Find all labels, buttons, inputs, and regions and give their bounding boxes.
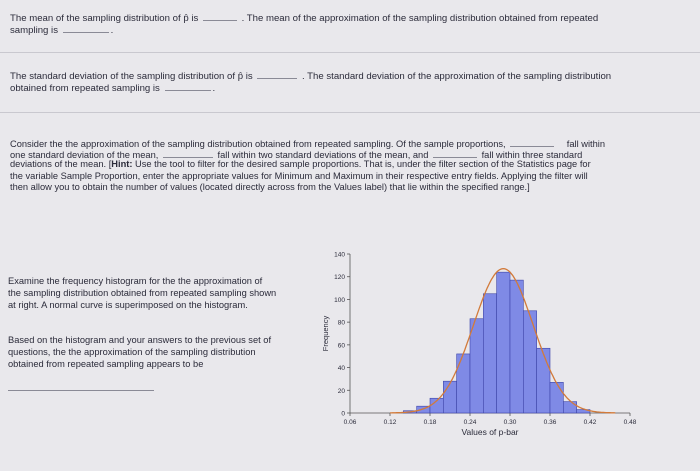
y-axis-label: Frequency: [321, 315, 330, 352]
question-3-line-5: then allow you to obtain the number of values (located directly across from the Values label) that lie within the specified range.]: [10, 182, 530, 192]
question-3-line-3: [10, 159, 591, 171]
q3-two-sd-answer-blank[interactable]: [163, 148, 213, 158]
q2-text-b: . The standard deviation of the approximation of the sampling distribution: [302, 71, 612, 82]
x-tick-label: 0.42: [583, 419, 597, 426]
q3-text-3b: Use the tool to filter for the desired sample proportions. That is, under the filter section of the Statistics page for: [132, 159, 591, 169]
histogram-bar: [470, 319, 483, 413]
y-tick-label: 120: [334, 274, 345, 282]
y-tick-label: 0: [341, 410, 345, 418]
histogram-bar: [563, 402, 576, 413]
frequency-histogram: [318, 248, 648, 448]
q3-text-2a: one standard deviation of the mean,: [10, 150, 159, 160]
q1-mean-answer-blank[interactable]: [203, 11, 237, 21]
q3-hint-label: Hint:: [111, 159, 133, 169]
x-axis: [344, 413, 637, 426]
q1-text-d: .: [110, 25, 114, 36]
x-tick-label: 0.36: [543, 419, 557, 426]
x-axis-label: Values of p-bar: [461, 427, 519, 437]
q2-approx-sd-answer-blank[interactable]: [165, 81, 211, 91]
histogram-bar: [457, 354, 470, 413]
x-tick-label: 0.48: [623, 419, 637, 426]
q3-text-1a: Consider the the approximation of the sampling distribution obtained from repeated sampling. Of the sample proportions,: [10, 139, 506, 149]
y-tick-label: 100: [334, 296, 345, 304]
q3-text-2b: fall within two standard deviations of the mean, and: [217, 150, 429, 160]
divider: [0, 52, 700, 53]
question-4-line-2: the sampling distribution obtained from repeated sampling shown: [8, 288, 277, 298]
question-1-line-2: [10, 23, 113, 38]
question-3-line-4: the variable Sample Proportion, enter the appropriate values for Minimum and Maximum in their respective entry fields. Applying the filter will: [10, 171, 588, 181]
question-5-line-2: questions, the the approximation of the sampling distribution: [8, 347, 256, 357]
x-tick-label: 0.12: [383, 419, 397, 426]
divider: [0, 112, 700, 113]
q3-text-3: deviations of the mean. [: [10, 159, 112, 169]
y-tick-label: 80: [337, 319, 345, 327]
q1-approx-mean-answer-blank[interactable]: [63, 23, 109, 33]
q1-text-a: The mean of the sampling distribution of p̂ is: [10, 13, 199, 24]
histogram-bar: [510, 280, 523, 413]
q5-answer-dropdown[interactable]: [8, 390, 154, 391]
q2-text-c: obtained from repeated sampling is: [10, 83, 160, 94]
y-tick-label: 60: [337, 342, 345, 350]
y-tick-label: 20: [337, 387, 345, 395]
q3-one-sd-answer-blank[interactable]: [510, 137, 554, 147]
q3-three-sd-answer-blank[interactable]: [433, 148, 477, 158]
histogram-bar: [523, 311, 536, 413]
question-5-line-3: obtained from repeated sampling appears to be: [8, 359, 204, 369]
question-4-line-3: at right. A normal curve is superimposed on the histogram.: [8, 300, 248, 310]
y-tick-label: 40: [337, 365, 345, 373]
x-tick-label: 0.24: [463, 419, 477, 426]
x-tick-label: 0.06: [343, 419, 357, 426]
histogram-bar: [537, 348, 550, 413]
question-5-line-1: Based on the histogram and your answers to the previous set of: [8, 335, 272, 345]
q1-text-c: sampling is: [10, 25, 58, 36]
question-4-line-1: Examine the frequency histogram for the the approximation of: [8, 276, 263, 286]
x-tick-label: 0.18: [423, 419, 437, 426]
q3-text-1b: fall within: [566, 139, 606, 149]
q2-text-a: The standard deviation of the sampling distribution of p̂ is: [10, 71, 253, 82]
histogram-bar: [443, 381, 456, 413]
y-axis: [334, 252, 350, 418]
histogram-bar: [497, 272, 510, 413]
histogram-bar: [483, 294, 496, 413]
q2-text-d: .: [212, 83, 216, 94]
x-tick-label: 0.30: [503, 419, 517, 426]
q3-text-2c: fall within three standard: [481, 150, 583, 160]
y-tick-label: 140: [334, 251, 345, 259]
histogram-bar: [550, 382, 563, 413]
q2-sd-answer-blank[interactable]: [257, 69, 297, 79]
question-2-line-2: [10, 81, 215, 96]
q1-text-b: . The mean of the approximation of the sampling distribution obtained from repeated: [241, 13, 599, 24]
